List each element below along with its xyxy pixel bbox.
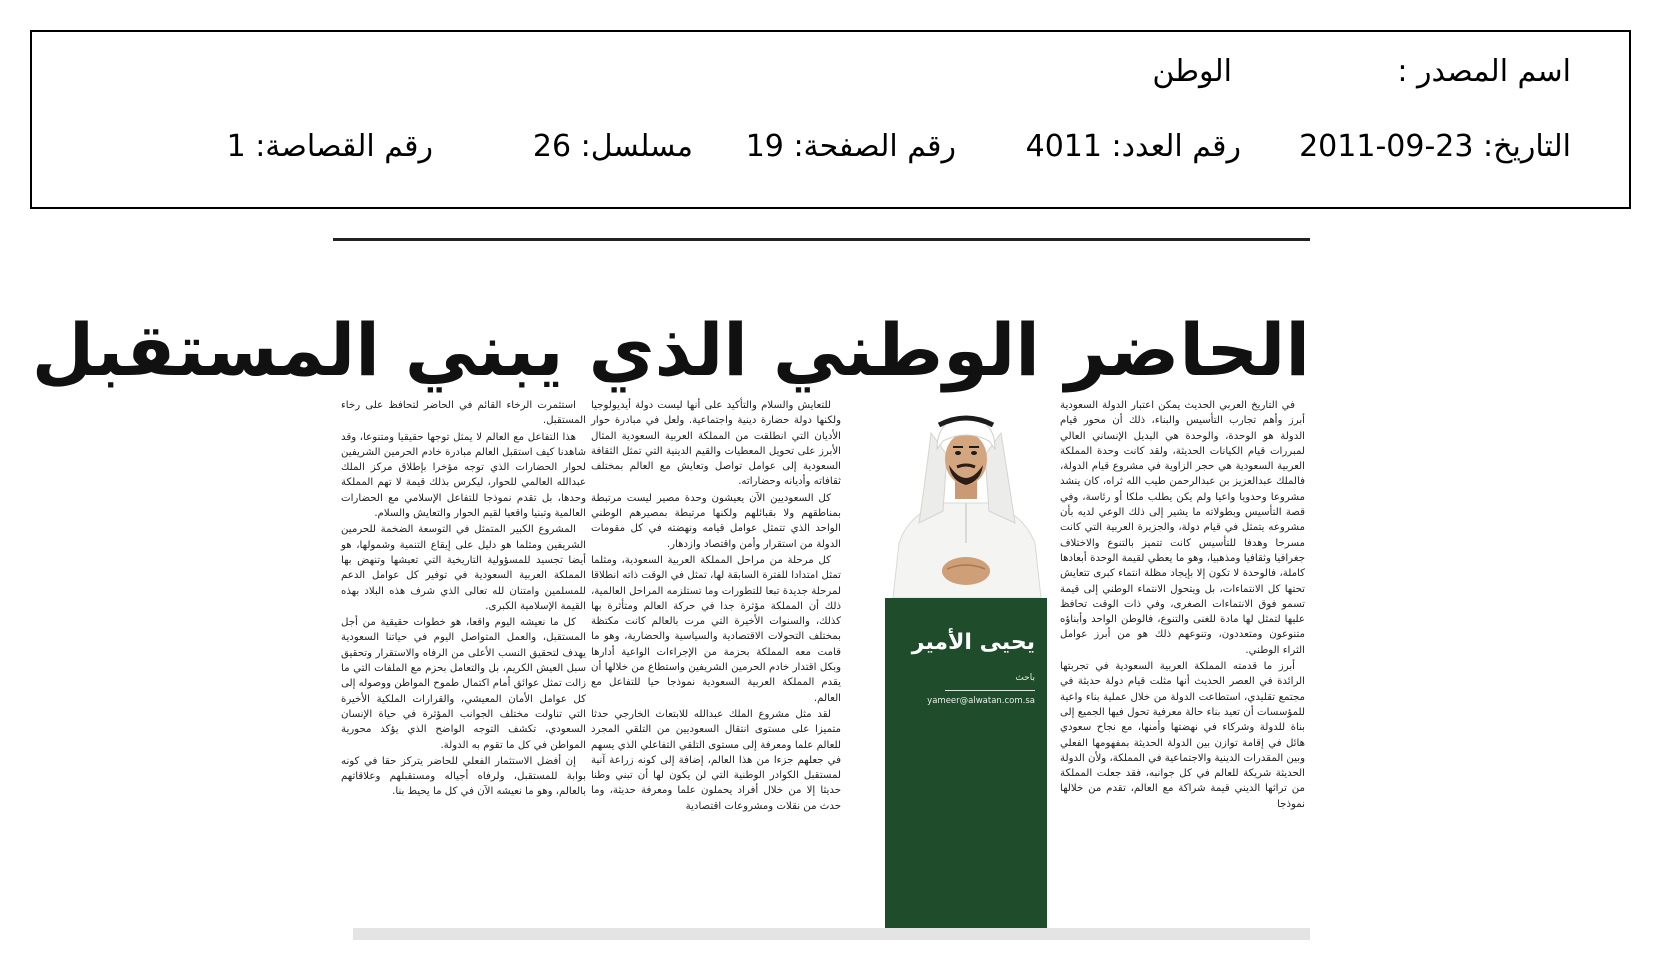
author-email: yameer@alwatan.com.sa: [927, 696, 1035, 706]
author-divider: [945, 690, 1035, 691]
source-label: اسم المصدر :: [1397, 54, 1571, 89]
paragraph: كل ما نعيشه اليوم واقعا، هو خطوات حقيقية من أجل المستقبل، والعمل المتواصل اليوم في حياتنا السعودية يهدف لتحقيق النسب الأعلى من الرفاه والاستقرار وتحقيق سبل العيش الكريم، بل والتعامل بحزم مع الملفات التي ما زالت تمثل عوائق أمام اكتمال طموح المواطن ووصوله إلى كل عوامل الأمان المعيشي، والقرارات الملكية الأخيرة التي تناولت مختلف الجوانب المؤثرة في حياة الإنسان السعودي، تكشف التوجه الواضح الذي يؤكد محورية المواطن في كل ما تقوم به الدولة.: [341, 617, 586, 751]
author-role: باحث: [1015, 673, 1035, 683]
article-column-1: [1060, 398, 1305, 920]
date-field: التاريخ: 23-09-2011: [1299, 129, 1571, 164]
paragraph: إن أفضل الاستثمار الفعلي للحاضر يتركز حقا في كونه بوابة للمستقبل، ولرفاه أجياله ومستقبلهم وعلاقاتهم بالعالم، وهو ما نعيشه الآن في كل ما يحيط بنا.: [341, 755, 586, 798]
paragraph: لقد مثل مشروع الملك عبدالله للابتعاث الخارجي حدثا متميزا على مستوى انتقال السعوديين من التلقي المجرد للعالم علما ومعرفة إلى مستوى التلقي التفاعلي الذي يسهم في جعلهم جزءا من هذا العالم، إضافة إلى كونه زراعة آنية لمستقبل الكوادر الوطنية التي لن يكون لها أن تبني وطنا حديثا إلا من خلال أفراد يحملون علما ومعرفة حديثة، وما حدث من نقلات ومشروعات اقتصادية: [591, 708, 841, 812]
author-green-card: [885, 598, 1047, 928]
clip-number-field: رقم القصاصة: 1: [226, 129, 433, 164]
paragraph: في التاريخ العربي الحديث يمكن اعتبار الدولة السعودية أبرز وأهم تجارب التأسيس والبناء، ذلك أن محور قيام الدولة هو الوحدة، والوحدة هي البديل الإنساني العالي لمبررات قيام الكيانات الحديثة، ولقد كانت وحدة المملكة العربية السعودية هي حجر الزاوية في مشروع قيام الدولة، فالملك عبدالعزيز بن عبدالرحمن طيب الله ثراه، كان ينشد مشروعا وحدويا واعيا ولم يكن يطلب ملكا أو رئاسة، وفي قصة التأسيس وبطولاته ما يشير إلى ذلك الوعي لديه بأن مشروعه يتمثل في قيام دولة، والجزيرة العربية التي كانت مسرحا وهدفا للتأسيس كانت تتميز بالتنوع والاختلاف جغرافيا وثقافيا ومذهبيا، وهو ما يعطي لقيمة الوحدة أبعادها كاملة، فالوحدة لا تكون إلا بإيجاد مظلة انتماء كبرى تتعايش تحتها كل الانتماءات، بل ويتحول الانتماء الوطني إلى قيمة تسمو فوق الانتماءات الصغرى، وفي ذات الوقت تحافظ عليها لتمثل لها مادة للغنى والتنوع، فالوطن الواحد وأبناؤه متنوعون ومتعددون، وتنوعهم ذلك هو من أبرز عوامل الثراء الوطني.: [1060, 400, 1305, 656]
newspaper-clipping: [31, 238, 1310, 940]
paragraph: كل السعوديين الآن يعيشون وحدة مصير ليست مرتبطة بمناطقهم ولا بقبائلهم ولكنها مرتبطة بمصيرهم الوطني الواحد الذي تتمثل عوامل قيامه ونهضته في كل مقومات الدولة من استقرار وأمن واقتصاد وازدهار.: [591, 492, 841, 550]
author-portrait-illustration: [885, 393, 1047, 598]
author-panel: [885, 393, 1047, 928]
issue-number-field: رقم العدد: 4011: [1025, 129, 1241, 164]
top-rule: [333, 238, 1310, 241]
paragraph: استثمرت الرخاء القائم في الحاضر لتحافظ على رخاء المستقبل.: [341, 400, 586, 427]
scan-edge-strip: [353, 928, 1310, 940]
paragraph: كل مرحلة من مراحل المملكة العربية السعودية، ومثلما تمثل امتدادا للفترة السابقة لها، تمثل في الوقت ذاته انطلاقا لمرحلة جديدة تبعا للتطورات وما تستلزمه المراحل العالمية، ذلك أن المملكة مؤثرة جدا في حركة العالم ومتأثرة بها كذلك، والسنوات الأخيرة التي مرت بالعالم كانت مكتظة بمختلف التحولات الاقتصادية والسياسية والحضارية، وهو ما قامت معه المملكة بحزمة من الإجراءات الواعية أدارها وبكل اقتدار خادم الحرمين الشريفين واستطاع من خلالها أن يقدم المملكة العربية السعودية نموذجا حيا للتفاعل مع العالم.: [591, 554, 841, 704]
author-photo: [885, 393, 1047, 598]
page-number-field: رقم الصفحة: 19: [745, 129, 956, 164]
author-name: يحيى الأمير: [911, 630, 1035, 655]
paragraph: أبرز ما قدمته المملكة العربية السعودية في تجربتها الرائدة في العصر الحديث أنها مثلت قيام دولة حديثة في مجتمع تقليدي، استطاعت الدولة من خلال عملية بناء واعية للمؤسسات أن تعيد بناء حالة معرفية تحول فيها الجميع إلى بناة للدولة وشركاء في نهضتها وأمنها، مع نجاح سعودي هائل في إقامة توازن بين الدولة الحديثة بمفهومها الفعلي وبين المقدرات الدينية والاجتماعية في المملكة، ولأن الدولة الحديثة شريكة للعالم في كل جوانبه، فقد جعلت المملكة من تراثها الديني قيمة شراكة مع العالم، تقدم من خلالها نموذجا: [1060, 661, 1305, 810]
clipping-metadata-box: [30, 30, 1631, 209]
serial-number-field: مسلسل: 26: [532, 129, 693, 164]
paragraph: هذا التفاعل مع العالم لا يمثل توجها حقيقيا ومتنوعا، وقد شاهدنا كيف استقبل العالم مبادرة خادم الحرمين الشريفين لحوار الحضارات الذي توجه مؤخرا بإطلاق مركز الملك عبدالله العالمي للحوار، ليكرس بذلك قيمة لا تهم المملكة وحدها، بل تقدم نموذجا للتفاعل الإسلامي مع الحضارات العالمية وتبنيا واقعيا لقيم الحوار والتعايش والسلام.: [341, 431, 586, 520]
paragraph: للتعايش والسلام والتأكيد على أنها ليست دولة أيديولوجيا ولكنها دولة حضارة دينية واجتماعية. ولعل في مبادرة حوار الأديان التي انطلقت من المملكة العربية السعودية المثال الأبرز على تحويل المعطيات والقيم الدينية التي تمثل الثقافة السعودية إلى عوامل تواصل وتعايش مع العالم بمختلف ثقافاته وأديانه وحضاراته.: [591, 400, 841, 488]
article-column-3: [341, 398, 586, 920]
article-column-2: [591, 398, 841, 920]
source-value: الوطن: [1152, 54, 1232, 89]
article-headline: الحاضر الوطني الذي يبني المستقبل: [31, 308, 1310, 393]
paragraph: المشروع الكبير المتمثل في التوسعة الضخمة للحرمين الشريفين ومثلما هو دليل على إيقاع التنمية وشمولها، هو أيضا تجسيد للمسؤولية التاريخية التي تعيشها وتنهض بها المملكة العربية السعودية في توفير كل عوامل الدعم للمسلمين وامتنان لله تعالى الذي شرف هذه البلاد بهذه القيمة الإسلامية الكبرى.: [341, 524, 586, 612]
